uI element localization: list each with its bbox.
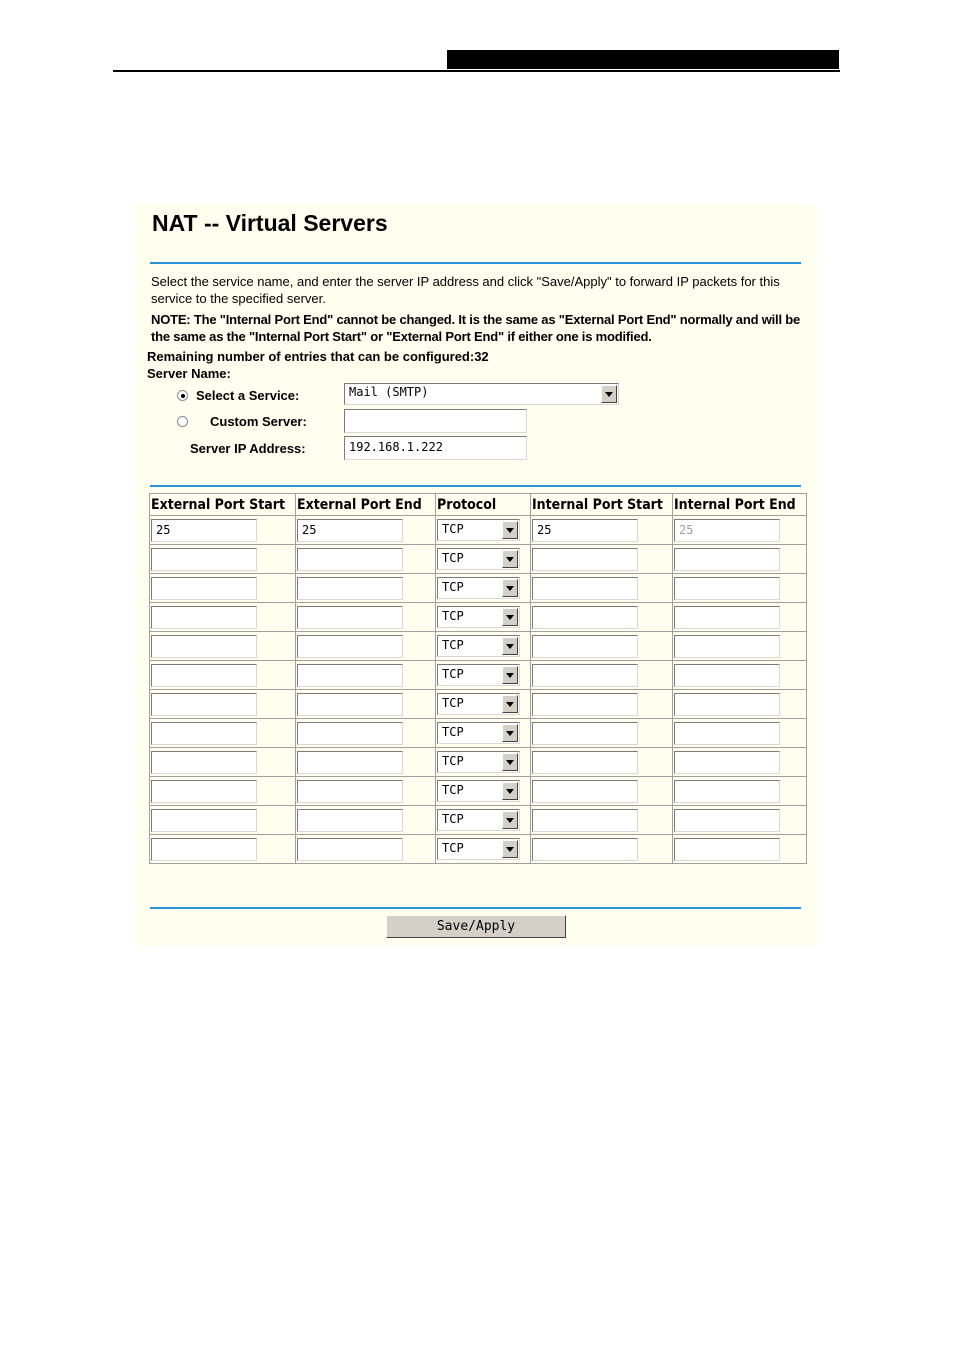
internal-port-end-input — [674, 693, 780, 716]
internal-port-start-input[interactable]: 25 — [532, 519, 638, 542]
divider — [150, 262, 801, 264]
internal-port-start-input[interactable] — [532, 693, 638, 716]
external-port-end-cell — [296, 806, 436, 835]
internal-port-end-cell — [673, 719, 807, 748]
external-port-end-input[interactable] — [297, 780, 403, 803]
internal-port-end-input — [674, 577, 780, 600]
protocol-cell — [436, 806, 531, 835]
col-external-port-start: External Port Start — [150, 494, 296, 516]
protocol-value: TCP — [442, 522, 464, 536]
internal-port-end-cell — [673, 748, 807, 777]
server-name-label: Server Name: — [147, 366, 231, 381]
external-port-end-input[interactable] — [297, 809, 403, 832]
internal-port-start-cell — [531, 632, 673, 661]
protocol-select[interactable] — [437, 751, 520, 773]
external-port-start-cell — [150, 835, 296, 864]
internal-port-start-input[interactable] — [532, 838, 638, 861]
protocol-select[interactable] — [437, 693, 520, 715]
internal-port-end-cell — [673, 603, 807, 632]
protocol-value: TCP — [442, 696, 464, 710]
protocol-select[interactable] — [437, 635, 520, 657]
external-port-start-input[interactable]: 25 — [151, 519, 257, 542]
external-port-end-cell — [296, 719, 436, 748]
internal-port-start-cell — [531, 835, 673, 864]
header-rule — [113, 70, 840, 72]
internal-port-end-input — [674, 722, 780, 745]
select-service-label: Select a Service: — [196, 388, 300, 403]
chevron-down-icon[interactable] — [502, 724, 518, 742]
protocol-value: TCP — [442, 841, 464, 855]
server-ip-input[interactable]: 192.168.1.222 — [344, 436, 527, 460]
protocol-cell — [436, 574, 531, 603]
internal-port-end-input — [674, 664, 780, 687]
internal-port-start-input[interactable] — [532, 780, 638, 803]
internal-port-end-input — [674, 606, 780, 629]
external-port-start-input[interactable] — [151, 548, 257, 571]
chevron-down-icon[interactable] — [502, 579, 518, 597]
internal-port-end-cell — [673, 806, 807, 835]
remaining-entries: Remaining number of entries that can be configured:32 — [147, 349, 489, 364]
service-select-value: Mail (SMTP) — [349, 385, 429, 399]
internal-port-start-cell — [531, 777, 673, 806]
external-port-start-input[interactable] — [151, 606, 257, 629]
description-text: Select the service name, and enter the server IP address and click "Save/Apply" to forward IP packets for this service to the specified server. — [151, 274, 780, 306]
divider — [150, 907, 801, 909]
protocol-value: TCP — [442, 609, 464, 623]
table-row — [150, 690, 807, 719]
internal-port-start-cell — [531, 661, 673, 690]
external-port-start-cell — [150, 603, 296, 632]
table-row — [150, 748, 807, 777]
protocol-select[interactable] — [437, 577, 520, 599]
external-port-start-input[interactable] — [151, 577, 257, 600]
internal-port-start-input[interactable] — [532, 548, 638, 571]
col-internal-port-end: Internal Port End — [673, 494, 807, 516]
internal-port-start-input[interactable] — [532, 809, 638, 832]
chevron-down-icon[interactable] — [502, 695, 518, 713]
divider — [150, 485, 801, 487]
external-port-end-input[interactable] — [297, 635, 403, 658]
internal-port-end-cell — [673, 545, 807, 574]
protocol-value: TCP — [442, 754, 464, 768]
internal-port-end-cell — [673, 661, 807, 690]
internal-port-start-cell — [531, 516, 673, 545]
col-internal-port-start: Internal Port Start — [531, 494, 673, 516]
internal-port-end-input — [674, 751, 780, 774]
protocol-cell — [436, 516, 531, 545]
protocol-value: TCP — [442, 580, 464, 594]
save-apply-button[interactable]: Save/Apply — [386, 915, 566, 938]
protocol-cell — [436, 661, 531, 690]
internal-port-end-cell — [673, 690, 807, 719]
chevron-down-icon[interactable] — [502, 637, 518, 655]
protocol-select[interactable] — [437, 780, 520, 802]
protocol-value: TCP — [442, 812, 464, 826]
internal-port-start-cell — [531, 603, 673, 632]
external-port-start-cell — [150, 516, 296, 545]
table-row — [150, 777, 807, 806]
external-port-start-cell — [150, 719, 296, 748]
protocol-cell — [436, 719, 531, 748]
table-row — [150, 516, 807, 545]
chevron-down-icon[interactable] — [502, 550, 518, 568]
external-port-end-cell — [296, 603, 436, 632]
internal-port-end-cell — [673, 835, 807, 864]
internal-port-start-input[interactable] — [532, 606, 638, 629]
protocol-value: TCP — [442, 638, 464, 652]
internal-port-end-cell — [673, 574, 807, 603]
external-port-end-input[interactable] — [297, 606, 403, 629]
internal-port-start-cell — [531, 719, 673, 748]
protocol-cell — [436, 835, 531, 864]
internal-port-start-input[interactable] — [532, 722, 638, 745]
external-port-end-cell — [296, 777, 436, 806]
external-port-end-input[interactable] — [297, 838, 403, 861]
external-port-start-input[interactable] — [151, 780, 257, 803]
protocol-cell — [436, 603, 531, 632]
chevron-down-icon[interactable] — [502, 608, 518, 626]
external-port-end-cell — [296, 690, 436, 719]
external-port-end-cell — [296, 835, 436, 864]
protocol-cell — [436, 777, 531, 806]
external-port-end-cell — [296, 516, 436, 545]
protocol-cell — [436, 545, 531, 574]
external-port-start-input[interactable] — [151, 722, 257, 745]
protocol-select[interactable] — [437, 606, 520, 628]
external-port-start-cell — [150, 574, 296, 603]
chevron-down-icon[interactable] — [601, 385, 617, 403]
table-row — [150, 545, 807, 574]
internal-port-end-input — [674, 838, 780, 861]
external-port-end-cell — [296, 632, 436, 661]
protocol-select[interactable] — [437, 664, 520, 686]
external-port-start-cell — [150, 806, 296, 835]
internal-port-end-input: 25 — [674, 519, 780, 542]
external-port-start-input[interactable] — [151, 809, 257, 832]
chevron-down-icon[interactable] — [502, 666, 518, 684]
internal-port-start-input[interactable] — [532, 577, 638, 600]
select-service-radio[interactable] — [177, 390, 188, 401]
external-port-start-cell — [150, 545, 296, 574]
external-port-end-cell — [296, 661, 436, 690]
table-row — [150, 806, 807, 835]
protocol-value: TCP — [442, 725, 464, 739]
header-bar — [447, 50, 839, 69]
external-port-end-cell — [296, 545, 436, 574]
internal-port-end-cell — [673, 632, 807, 661]
internal-port-start-cell — [531, 545, 673, 574]
protocol-select[interactable] — [437, 722, 520, 744]
protocol-select[interactable] — [437, 519, 520, 541]
port-mapping-table — [149, 493, 807, 864]
chevron-down-icon[interactable] — [502, 782, 518, 800]
internal-port-end-input — [674, 635, 780, 658]
chevron-down-icon[interactable] — [502, 753, 518, 771]
internal-port-end-input — [674, 548, 780, 571]
protocol-value: TCP — [442, 783, 464, 797]
internal-port-start-cell — [531, 574, 673, 603]
custom-server-label: Custom Server: — [210, 414, 307, 429]
external-port-start-cell — [150, 748, 296, 777]
col-external-port-end: External Port End — [296, 494, 436, 516]
internal-port-end-cell — [673, 516, 807, 545]
external-port-start-input[interactable] — [151, 664, 257, 687]
external-port-end-input[interactable] — [297, 751, 403, 774]
protocol-value: TCP — [442, 551, 464, 565]
external-port-start-input[interactable] — [151, 838, 257, 861]
table-row — [150, 835, 807, 864]
internal-port-start-input[interactable] — [532, 751, 638, 774]
external-port-start-input[interactable] — [151, 635, 257, 658]
external-port-start-input[interactable] — [151, 693, 257, 716]
protocol-value: TCP — [442, 667, 464, 681]
note-text: NOTE: The "Internal Port End" cannot be changed. It is the same as "External Port End" normally and will be the same as the "Internal Port Start" or "External Port End" if either one is modified. — [151, 312, 801, 344]
internal-port-start-cell — [531, 690, 673, 719]
internal-port-end-input — [674, 780, 780, 803]
external-port-start-cell — [150, 777, 296, 806]
col-protocol: Protocol — [436, 494, 531, 516]
service-select[interactable] — [344, 383, 619, 405]
page-title: NAT -- Virtual Servers — [152, 210, 388, 236]
chevron-down-icon[interactable] — [502, 840, 518, 858]
external-port-end-input[interactable] — [297, 722, 403, 745]
external-port-end-input[interactable] — [297, 664, 403, 687]
protocol-select[interactable] — [437, 809, 520, 831]
external-port-end-input[interactable]: 25 — [297, 519, 403, 542]
external-port-end-input[interactable] — [297, 548, 403, 571]
virtual-servers-panel — [135, 204, 817, 946]
internal-port-start-input[interactable] — [532, 664, 638, 687]
protocol-cell — [436, 632, 531, 661]
table-row — [150, 632, 807, 661]
chevron-down-icon[interactable] — [502, 811, 518, 829]
external-port-end-cell — [296, 574, 436, 603]
chevron-down-icon[interactable] — [502, 521, 518, 539]
server-ip-label: Server IP Address: — [190, 441, 306, 456]
internal-port-start-input[interactable] — [532, 635, 638, 658]
table-row — [150, 661, 807, 690]
internal-port-end-input — [674, 809, 780, 832]
internal-port-start-cell — [531, 806, 673, 835]
external-port-end-input[interactable] — [297, 577, 403, 600]
external-port-end-input[interactable] — [297, 693, 403, 716]
internal-port-start-cell — [531, 748, 673, 777]
table-row — [150, 574, 807, 603]
custom-server-input[interactable] — [344, 409, 527, 433]
external-port-start-input[interactable] — [151, 751, 257, 774]
protocol-cell — [436, 690, 531, 719]
internal-port-end-cell — [673, 777, 807, 806]
external-port-start-cell — [150, 632, 296, 661]
custom-server-radio[interactable] — [177, 416, 188, 427]
table-row — [150, 719, 807, 748]
external-port-start-cell — [150, 661, 296, 690]
external-port-end-cell — [296, 748, 436, 777]
table-header-row — [150, 494, 807, 516]
protocol-cell — [436, 748, 531, 777]
table-row — [150, 603, 807, 632]
external-port-start-cell — [150, 690, 296, 719]
protocol-select[interactable] — [437, 548, 520, 570]
protocol-select[interactable] — [437, 838, 520, 860]
